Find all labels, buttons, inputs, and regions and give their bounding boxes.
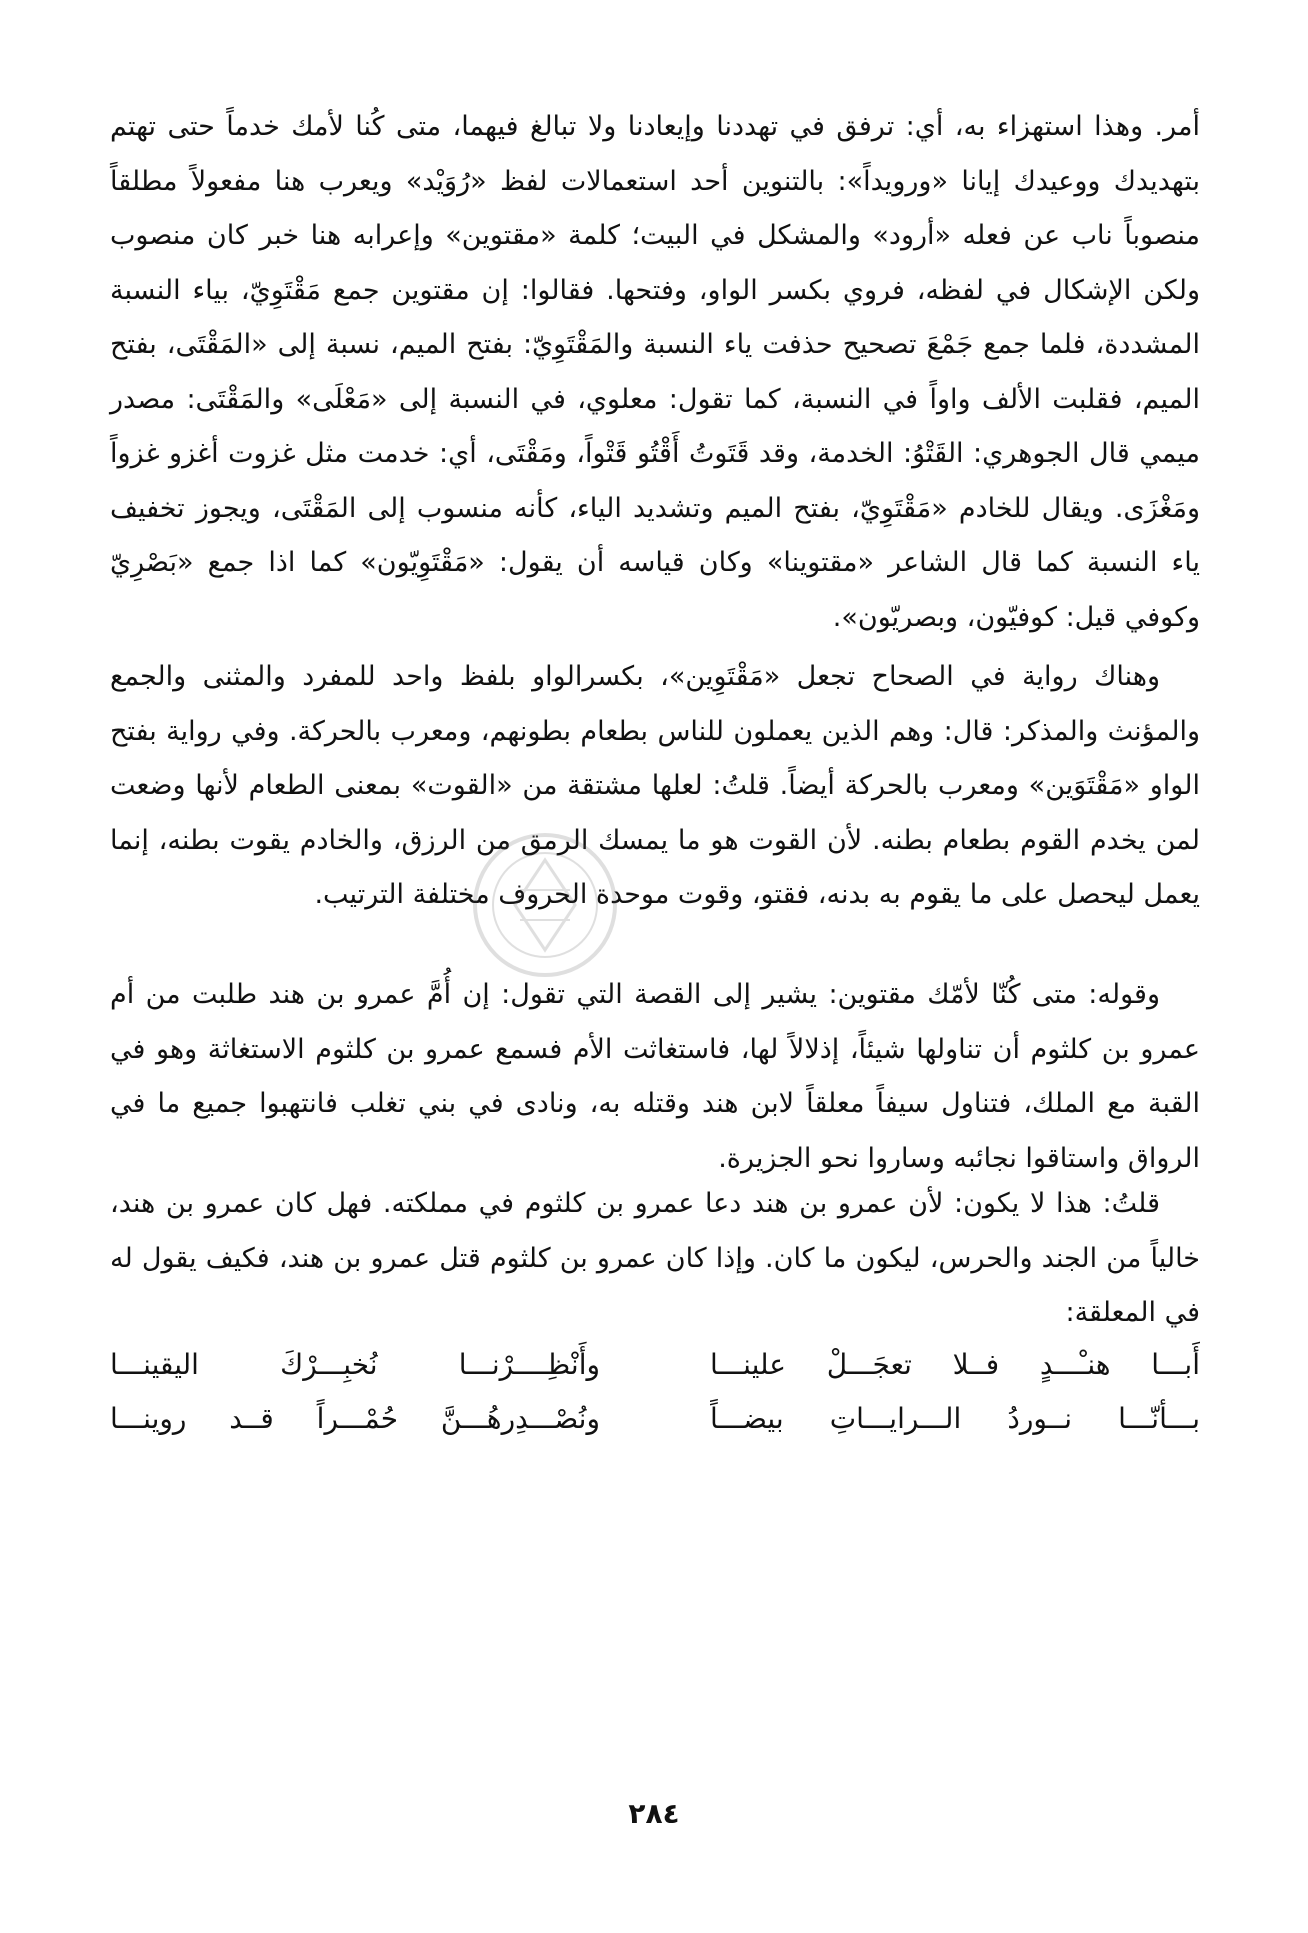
paragraph-4: قلتُ: هذا لا يكون: لأن عمرو بن هند دعا عمرو بن كلثوم في مملكته. فهل كان عمرو بن هند، خالياً من الجند والحرس، ليكون ما كان. وإذا كان عمرو بن كلثوم قتل عمرو بن هند، فكيف يقول له في المعلقة:	[110, 1188, 1200, 1328]
page-number: ٢٨٤	[628, 1797, 680, 1830]
paragraph-1: أمر. وهذا استهزاء به، أي: ترفق في تهددنا وإيعادنا ولا تبالغ فيهما، متى كُنا لأمك خدماً حتى تهتم بتهديدك ووعيدك إيانا «ورويداً»: بالتنوين أحد استعمالات لفظ «رُوَيْد» ويعرب هنا مفعولاً مطلقاً منصوباً ناب عن فعله «أرود» والمشكل في البيت؛ كلمة «مقتوين» وإعرابه هنا خبر كان منصوب ولكن الإشكال في لفظه، فروي بكسر الواو، وفتحها. فقالوا: إن مقتوين جمع مَقْتَوِيّ، بياء النسبة المشددة، فلما جمع جَمْعَ تصحيح حذفت ياء النسبة والمَقْتَوِيّ: بفتح الميم، نسبة إلى «المَقْتَى، بفتح الميم، فقلبت الألف واواً في النسبة، كما تقول: معلوي، في النسبة إلى «مَعْلَى» والمَقْتَى: مصدر ميمي قال الجوهري: القَتْوُ: الخدمة، وقد قَتَوتُ أَقْتُو قَتْواً، ومَقْتَى، أي: خدمت مثل غزوت أغزو غزواً ومَغْزَى. ويقال للخادم «مَقْتَوِيّ، بفتح الميم وتشديد الياء، كأنه منسوب إلى المَقْتَى، ويجوز تخفيف ياء النسبة كما قال الشاعر «مقتوينا» وكان قياسه أن يقول: «مَقْتَوِيّون» كما اذا جمع «بَصْرِيّ وكوفي قيل: كوفيّون، وبصريّون».	[110, 111, 1200, 633]
verse-1-first-hemistich: أَبـــا هنـْـــدٍ فــلا تعجَـــلْ علينـــا	[710, 1348, 1200, 1381]
paragraph-2: وهناك رواية في الصحاح تجعل «مَقْتَوِين»، بكسرالواو بلفظ واحد للمفرد والمثنى والجمع والمؤنث والمذكر: قال: وهم الذين يعملون للناس بطعام بطونهم، ومعرب بالحركة. وفي رواية بفتح الواو «مَقْتَوَين» ومعرب بالحركة أيضاً. قلتُ: لعلها مشتقة من «القوت» بمعنى الطعام لأنها وضعت لمن يخدم القوم بطعام بطنه. لأن القوت هو ما يمسك الرمق من الرزق، والخادم يقوت بطنه، إنما يعمل ليحصل على ما يقوم به بدنه، فقتو، وقوت موحدة الحروف مختلفة الترتيب.	[110, 661, 1200, 910]
paragraph-2-block	[110, 650, 1200, 923]
verse-2-first-hemistich: بـــأنّـــا نــوردُ الـــرايـــاتِ بيضـــاً	[710, 1402, 1200, 1435]
paragraph-1-block	[110, 100, 1200, 645]
paragraph-3-block	[110, 968, 1200, 1186]
paragraph-4-block	[110, 1177, 1200, 1341]
verse-1-second-hemistich: وأَنْظِــــرْنـــا نُخبِـــرْكَ اليقينـــا	[110, 1348, 600, 1381]
library-seal-watermark	[460, 820, 630, 990]
poem-verses	[110, 1338, 1200, 1446]
verse-line-2	[110, 1392, 1200, 1446]
verse-line-1	[110, 1338, 1200, 1392]
paragraph-3: وقوله: متى كُنّا لأمّك مقتوين: يشير إلى القصة التي تقول: إن أُمَّ عمرو بن هند طلبت من أم عمرو بن كلثوم أن تناولها شيئاً، إذلالاً لها، فاستغاثت الأم فسمع عمرو بن كلثوم الاستغاثة وهو في القبة مع الملك، فتناول سيفاً معلقاً لابن هند وقتله به، ونادى في بني تغلب فانتهبوا جميع ما في الرواق واستاقوا نجائبه وساروا نحو الجزيرة.	[110, 979, 1200, 1174]
verse-2-second-hemistich: ونُصْـــدِرهُـــنَّ حُمْـــراً قــد روينـــا	[110, 1402, 600, 1435]
